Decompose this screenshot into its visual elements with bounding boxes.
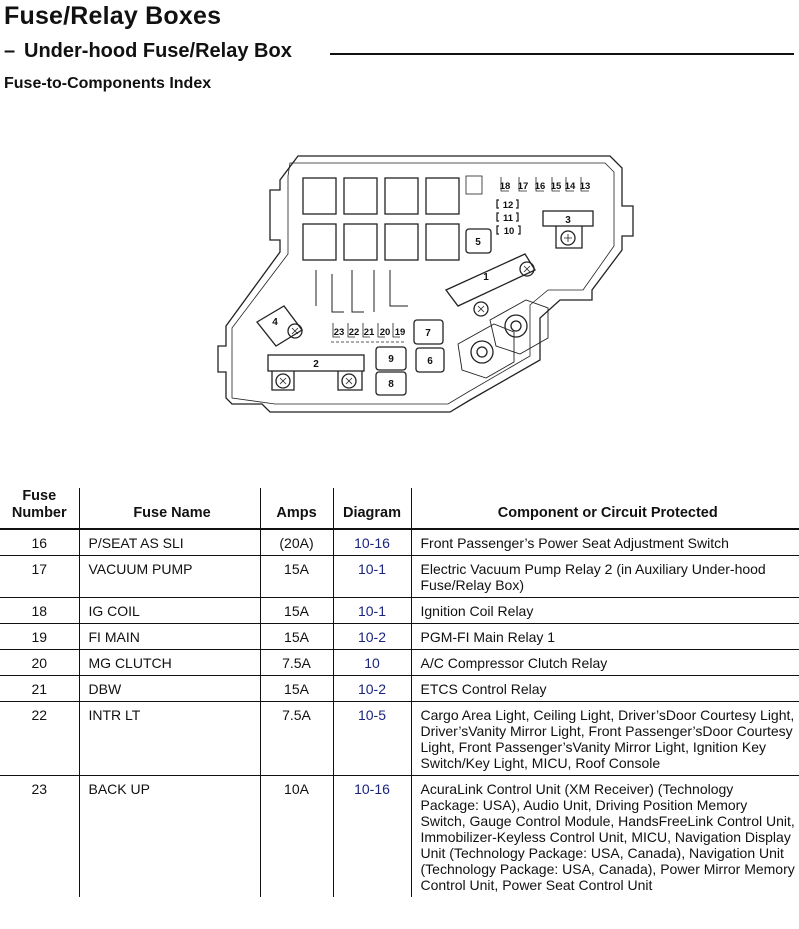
- component-cell: ETCS Control Relay: [411, 676, 799, 702]
- fuse-number-cell: 19: [0, 624, 79, 650]
- subtitle: Under-hood Fuse/Relay Box: [24, 40, 292, 62]
- table-row: [0, 776, 799, 898]
- fuse-name-cell: IG COIL: [79, 598, 260, 624]
- table-row: [0, 598, 799, 624]
- fuse-name-cell: VACUUM PUMP: [79, 556, 260, 598]
- diagram-link[interactable]: 10-1: [333, 598, 411, 624]
- amps-cell: 15A: [260, 598, 333, 624]
- table-row: [0, 650, 799, 676]
- fuse-label-18: 18: [499, 181, 511, 192]
- header-fuse-number: Fuse Number: [0, 488, 79, 529]
- table-row: [0, 624, 799, 650]
- relay-label-7: 7: [425, 328, 431, 339]
- fuse-label-23: 23: [333, 327, 345, 338]
- fuse-label-11: 11: [502, 213, 514, 224]
- amps-cell: 7.5A: [260, 650, 333, 676]
- fuse-number-cell: 22: [0, 702, 79, 776]
- table-row: [0, 702, 799, 776]
- fuse-table: [0, 488, 799, 897]
- relay-label-9: 9: [388, 354, 394, 365]
- fuse-name-cell: P/SEAT AS SLI: [79, 529, 260, 556]
- fuse-label-1: 1: [483, 272, 489, 283]
- relay-label-8: 8: [388, 379, 394, 390]
- fuse-label-15: 15: [550, 181, 562, 192]
- fuse-name-cell: DBW: [79, 676, 260, 702]
- fuse-label-13: 13: [579, 181, 591, 192]
- fuse-label-19: 19: [394, 327, 406, 338]
- fuse-label-17: 17: [517, 181, 529, 192]
- fuse-label-3: 3: [565, 215, 571, 226]
- relay-label-6: 6: [427, 356, 433, 367]
- amps-cell: 15A: [260, 556, 333, 598]
- fuse-name-cell: INTR LT: [79, 702, 260, 776]
- section-heading: Fuse-to-Components Index: [4, 75, 212, 92]
- fuse-label-16: 16: [534, 181, 546, 192]
- component-cell: AcuraLink Control Unit (XM Receiver) (Technology Package: USA), Audio Unit, Driving Position Memory Switch, Gauge Control Module, HandsFreeLink Control Unit, Immobilizer-Keyless Control Unit, MICU, Navigation Display Unit (Technology Package: USA, Canada), Navigation Unit (Technology Package: USA, Canada), Power Mirror Memory Control Unit, Power Seat Control Unit: [411, 776, 799, 898]
- fuse-label-5: 5: [475, 237, 481, 248]
- table-row: [0, 556, 799, 598]
- amps-cell: 7.5A: [260, 702, 333, 776]
- diagram-link[interactable]: 10-1: [333, 556, 411, 598]
- diagram-link[interactable]: 10-2: [333, 624, 411, 650]
- header-amps: Amps: [260, 488, 333, 529]
- fuse-number-cell: 21: [0, 676, 79, 702]
- fuse-label-2: 2: [313, 359, 319, 370]
- fuse-label-12: 12: [502, 200, 514, 211]
- component-cell: Cargo Area Light, Ceiling Light, Driver’sDoor Courtesy Light, Driver’sVanity Mirror Light, Front Passenger’sDoor Courtesy Light, Front Passenger’sVanity Mirror Light, Ignition Key Switch/Key Light, MICU, Roof Console: [411, 702, 799, 776]
- amps-cell: 15A: [260, 676, 333, 702]
- component-cell: Ignition Coil Relay: [411, 598, 799, 624]
- fuse-label-14: 14: [564, 181, 576, 192]
- fuse-number-cell: 16: [0, 529, 79, 556]
- fuse-number-cell: 18: [0, 598, 79, 624]
- fuse-name-cell: MG CLUTCH: [79, 650, 260, 676]
- component-cell: Front Passenger’s Power Seat Adjustment Switch: [411, 529, 799, 556]
- fuse-label-10: 10: [503, 226, 515, 237]
- fuse-label-21: 21: [363, 327, 375, 338]
- diagram-link[interactable]: 10-16: [333, 529, 411, 556]
- component-cell: A/C Compressor Clutch Relay: [411, 650, 799, 676]
- header-diagram: Diagram: [333, 488, 411, 529]
- page-title: Fuse/Relay Boxes: [4, 2, 222, 30]
- subtitle-dash: –: [4, 40, 16, 62]
- fuse-number-cell: 17: [0, 556, 79, 598]
- diagram-link[interactable]: 10-2: [333, 676, 411, 702]
- fuse-label-22: 22: [348, 327, 360, 338]
- table-header-row: [0, 488, 799, 529]
- fuse-label-4: 4: [272, 317, 278, 328]
- header-component: Component or Circuit Protected: [411, 488, 799, 529]
- amps-cell: 15A: [260, 624, 333, 650]
- table-row: [0, 676, 799, 702]
- component-cell: Electric Vacuum Pump Relay 2 (in Auxiliary Under-hood Fuse/Relay Box): [411, 556, 799, 598]
- amps-cell: 10A: [260, 776, 333, 898]
- table-row: [0, 529, 799, 556]
- fuse-number-cell: 20: [0, 650, 79, 676]
- header-fuse-name: Fuse Name: [79, 488, 260, 529]
- fuse-name-cell: FI MAIN: [79, 624, 260, 650]
- fuse-label-20: 20: [379, 327, 391, 338]
- fuse-name-cell: BACK UP: [79, 776, 260, 898]
- amps-cell: (20A): [260, 529, 333, 556]
- fuse-table-wrapper: [0, 488, 799, 897]
- fuse-number-cell: 23: [31, 781, 48, 797]
- diagram-link[interactable]: 10-5: [333, 702, 411, 776]
- diagram-link[interactable]: 10: [333, 650, 411, 676]
- component-cell: PGM-FI Main Relay 1: [411, 624, 799, 650]
- diagram-link[interactable]: 10-16: [333, 776, 411, 898]
